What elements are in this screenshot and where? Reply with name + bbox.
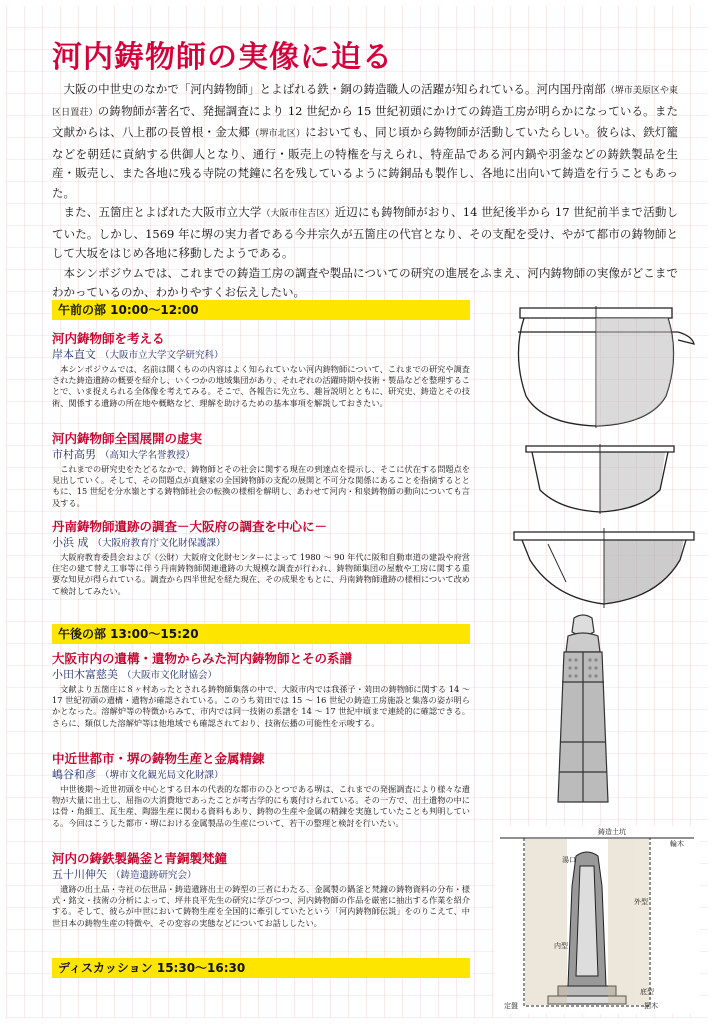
speaker-line <box>52 867 470 883</box>
speaker-affiliation: （大阪府教育庁文化財保護課） <box>92 538 226 549</box>
morning-session-band: 午前の部 10:00～12:00 <box>52 300 470 320</box>
talk-block <box>52 750 470 829</box>
talk-abstract: 文献より五箇庄に８ヶ村あったとされる鋳物師集落の中で、大阪市内では我孫子・苅田の鋳物師に関する 14 ～ 17 世紀初頭の遺構・遺物が確認されている。このうち苅田では 15 ～ 16 世紀の鋳造工房施設と集落の姿が明らかとなった。溶解炉等の特徴からみて、市内では同一技術の系譜を 14 ～ 17 世紀中頃まで連続的に確認できる。さらに、類似した溶解炉等は他地域でも確認されており、技術伝播の可能性を示唆する。 <box>52 684 470 728</box>
speaker-name: 岸本直文 <box>52 348 96 361</box>
talk-block <box>52 330 470 409</box>
label-base-mold: 底型 <box>640 988 654 996</box>
talk-title: 河内鋳物師全国展開の虚実 <box>52 431 203 446</box>
intro-text-part: においても、同じ頃から鋳物師が活動していたらしい。彼らは、鉄灯籠などを朝廷に貢納する供御人となり、通行・販売上の特権を与えられ、特産品である河内鍋や羽釜などの鋳鉄製品を生産・販売し、また各地に残る寺院の梵鐘に名を残しているように鋳銅品も製作し、各地に出向いて鋳造を行うこともあった。 <box>52 125 678 200</box>
talk-title: 丹南鋳物師遺跡の調査－大阪府の調査を中心に－ <box>52 519 328 534</box>
temple-bell-drawing <box>538 612 628 812</box>
label-base-plate: 定盤 <box>504 1002 518 1010</box>
casting-pit-diagram <box>494 826 700 1014</box>
talk-title: 河内鋳物師を考える <box>52 331 165 346</box>
talk-abstract: 遺跡の出土品・寺社の伝世品・鋳造遺跡出土の鋳型の三者にわたる、金属製の鍋釜と梵鐘の鋳物資料の分布・様式・銘文・技術の分析によって、坪井良平先生の研究に学びつつ、河内鋳物師の作品を厳密に抽出する作業を紹介する。そして、彼らが中世において鋳物生産を全国的に牽引していたという「河内鋳物師伝説」をのりこえて、中世日本の鋳物生産の特徴や、その変容の実態などについてお話ししたい。 <box>52 884 470 928</box>
label-casting-pit: 鋳造土坑 <box>598 828 626 836</box>
talk-title: 中近世都市・堺の鋳物生産と金属精錬 <box>52 751 265 766</box>
speaker-name: 小田木富慈美 <box>52 668 118 681</box>
talk-block <box>52 850 470 929</box>
speaker-affiliation: （大阪市立大学文学研究科） <box>100 350 224 361</box>
intro-note: （堺市美原区や東区日置荘） <box>52 86 678 118</box>
talk-abstract: 本シンポジウムでは、名前は聞くものの内容はよく知られていない河内鋳物師について、これまでの研究や調査された鋳造遺跡の概要を紹介し、いくつかの地域集団があり、それぞれの活躍時期や技術・製品などを整理することで、いま捉えられる全体像を考えてみる。そこで、各報告に先立ち、趣旨説明とともに、研究史、鋳造とその技術、関係する遺跡の所在地や概略など、理解を助けるための基本事項を解説しておきたい。 <box>52 364 470 408</box>
intro-note: （大阪市住吉区） <box>261 209 335 219</box>
speaker-line <box>52 767 470 783</box>
speaker-line <box>52 535 470 551</box>
iron-bowl-drawing <box>508 520 698 612</box>
afternoon-session-band: 午後の部 13:00～15:20 <box>52 624 470 644</box>
intro-paragraph-1 <box>52 80 678 203</box>
talk-title: 大阪市内の遺構・遺物からみた河内鋳物師とその系譜 <box>52 651 353 666</box>
intro-text-part: 大阪の中世史のなかで「河内鋳物師」とよばれる鉄・銅の鋳造職人の活躍が知られている。河内国丹南部 <box>63 82 606 96</box>
intro-text-part: の鋳物師が著名で、発掘調査により 12 世紀から 15 世紀初頭にかけての鋳造工房が明らかになっている。また文献からは、八上郡の長曽根・金太郷 <box>52 103 678 139</box>
talk-title: 河内の鋳鉄製鍋釜と青銅製梵鐘 <box>52 851 228 866</box>
intro-paragraph-3: 本シンポジウムでは、これまでの鋳造工房の調査や製品についての研究の進展をふまえ、河内鋳物師の実像がどこまでわかっているのか、わかりやすくお伝えしたい。 <box>52 265 678 299</box>
talk-abstract: これまでの研究史をたどるなかで、鋳物師とその社会に関する現在の到達点を提示し、そこに伏在する問題点を見出していく。そして、その問題点が真継家の全国鋳物師の支配の展開と不可分な関係にあることを指摘するとともに、15 世紀を分水嶺とする鋳物師社会の転換の様相を解明し、あわせて河内・和泉鋳物師の動向についても言及する。 <box>52 464 470 508</box>
speaker-name: 小浜 成 <box>52 536 89 549</box>
speaker-affiliation: （堺市文化観光局文化財課） <box>100 770 224 781</box>
speaker-line <box>52 667 470 683</box>
talk-block <box>52 430 470 509</box>
label-base-wood: 据木 <box>644 1002 658 1010</box>
intro-paragraph-2 <box>52 203 678 264</box>
speaker-line <box>52 447 470 463</box>
label-ring: 輪木 <box>670 840 684 848</box>
speaker-line <box>52 347 470 363</box>
label-inner-mold: 内型 <box>554 942 568 950</box>
speaker-name: 市村高男 <box>52 448 96 461</box>
intro-text-part: 近辺にも鋳物師がおり、14 世紀後半から 17 世紀前半まで活動していた。しかし、1569 年に堺の実力者である今井宗久が五箇庄の代官となり、その支配を受け、やがて都市の鋳物師として大坂をはじめ各地に移動したようである。 <box>52 205 678 260</box>
label-outer-mold: 外型 <box>634 898 648 906</box>
intro-note: （堺市北区） <box>250 129 306 139</box>
page-title: 河内鋳物師の実像に迫る <box>52 40 393 75</box>
intro-text <box>52 80 678 303</box>
intro-text-part: また、五箇庄とよばれた大阪市立大学 <box>63 205 262 219</box>
discussion-band: ディスカッション 15:30～16:30 <box>52 958 470 978</box>
label-sprue: 湯口 <box>562 856 576 864</box>
speaker-name: 五十川伸矢 <box>52 868 107 881</box>
speaker-affiliation: （鋳造遺跡研究会） <box>111 870 197 881</box>
iron-pot-drawing <box>520 440 680 516</box>
speaker-affiliation: （高知大学名誉教授） <box>100 450 196 461</box>
talk-block <box>52 518 470 597</box>
iron-cauldron-drawing <box>502 296 698 432</box>
speaker-name: 嶋谷和彦 <box>52 768 96 781</box>
talk-abstract: 中世後期～近世初頭を中心とする日本の代表的な都市のひとつである堺は、これまでの発掘調査により様々な遺物が大量に出土し、屈指の大消費地であったことが考古学的にも裏付けられている。その一方で、出土遺物の中には骨・角細工、瓦生産、陶器生産に関わる資料もあり、鋳物の生産や金属の精錬を実施していたことも判明している。今回はこうした都市・堺における金属製品の生産について、若干の整理と検討を行いたい。 <box>52 784 470 828</box>
speaker-affiliation: （大阪市文化財協会） <box>122 670 218 681</box>
talk-abstract: 大阪府教育委員会および（公財）大阪府文化財センターによって 1980 ～ 90 年代に阪和自動車道の建設や府営住宅の建て替え工事等に伴う丹南鋳物師関連遺跡の大規模な調査が行われ、鋳物師集団の屋敷や工房に関する重要な知見が得られている。調査から四半世紀を経た現在、その成果をもとに、丹南鋳物師遺跡の様相について改めて検討してみたい。 <box>52 552 470 596</box>
talk-block <box>52 650 470 729</box>
